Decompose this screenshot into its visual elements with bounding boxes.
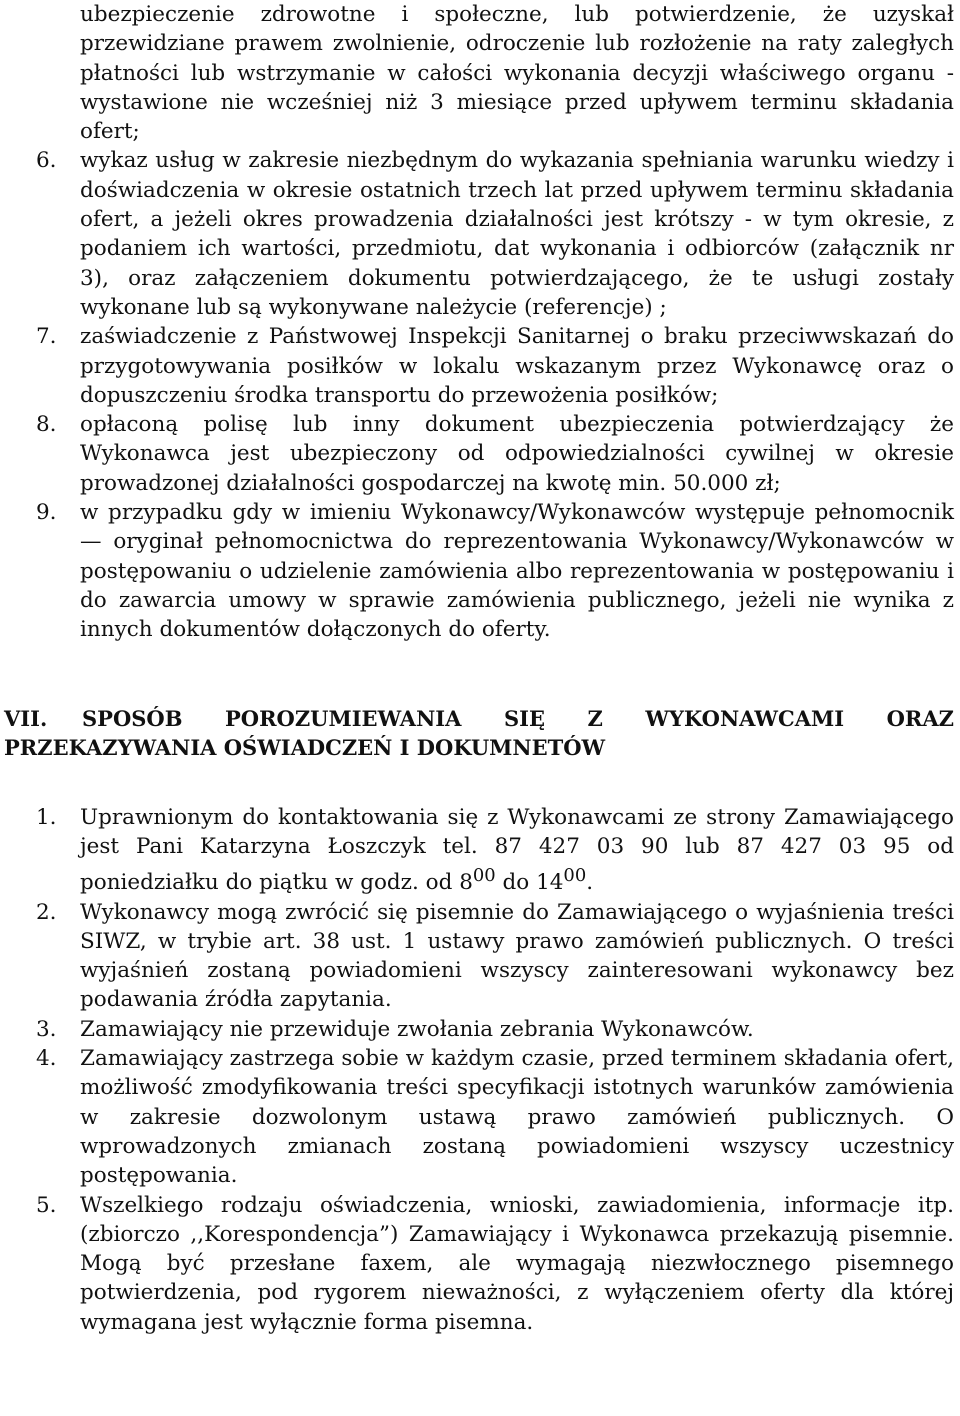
list-item-number: 4.	[36, 1046, 57, 1072]
list-item	[0, 410, 960, 498]
list-item	[0, 322, 960, 410]
list-item	[0, 1044, 960, 1190]
section-number: VII.	[4, 705, 48, 731]
list-item-text: opłaconą polisę lub inny dokument ubezpieczenia potwierdzający że Wykonawca jest ubezpieczony od odpowiedzialności cywilnej w okresie prowadzonej działalności gospodarczej na kwotę min. 50.000 zł;	[80, 412, 954, 496]
list-item-text: do 14	[495, 870, 564, 896]
list-item	[0, 498, 960, 644]
list-item-number: 9.	[36, 500, 57, 526]
list-item	[0, 898, 960, 1015]
list-item-text: wykaz usług w zakresie niezbędnym do wykazania spełniania warunku wiedzy i doświadczenia w okresie ostatnich trzech lat przed upływem terminu składania ofert, a jeżeli okres prowadzenia działalności jest krótszy - w tym okresie, z podaniem ich wartości, przedmiotu, dat wykonania i odbiorców (załącznik nr 3), oraz załączeniem dokumentu potwierdzającego, że te usługi zostały wykonane lub są wykonywane należycie (referencje) ;	[80, 148, 954, 320]
list-item-number: 7.	[36, 324, 57, 350]
list-item-text: Uprawnionym do kontaktowania się z Wykonawcami ze strony Zamawiającego jest Pani Katarzyna Łoszczyk tel. 87 427 03 90 lub 87 427 03 95 od poniedziałku do piątku w godz. od 8	[80, 804, 954, 896]
list-item	[0, 1191, 960, 1337]
list-item-number: 6.	[36, 148, 57, 174]
list-item	[0, 146, 960, 322]
list-item-text: Wszelkiego rodzaju oświadczenia, wnioski, zawiadomienia, informacje itp. (zbiorczo ,,Korespondencja”) Zamawiający i Wykonawca przekazują pisemnie. Mogą być przesłane faxem, ale wymagają niezwłocznego pisemnego potwierdzenia, pod rygorem nieważności, z wyłączeniem oferty dla której wymagana jest wyłącznie forma pisemna.	[80, 1192, 954, 1335]
list-item-text: Wykonawcy mogą zwrócić się pisemnie do Zamawiającego o wyjaśnienia treści SIWZ, w trybie art. 38 ust. 1 ustawy prawo zamówień publicznych. O treści wyjaśnień zostaną powiadomieni wszyscy zainteresowani wykonawcy bez podawania źródła zapytania.	[80, 899, 954, 1013]
list-item-number: 8.	[36, 412, 57, 438]
section-heading	[0, 704, 960, 763]
list-item-number: 3.	[36, 1016, 57, 1042]
communication-list	[0, 803, 960, 1338]
list-item-text: zaświadczenie z Państwowej Inspekcji Sanitarnej o braku przeciwwskazań do przygotowywania posiłków w lokalu wskazanym przez Wykonawcę oraz o dopuszczeniu środka transportu do przewożenia posiłków;	[80, 324, 954, 408]
list-item-continuation	[0, 0, 960, 146]
list-item-number: 2.	[36, 899, 57, 925]
list-item-number: 5.	[36, 1192, 57, 1218]
list-item-text: Zamawiający zastrzega sobie w każdym czasie, przed terminem składania ofert, możliwość zmodyfikowania treści specyfikacji istotnych warunków zamówienia w zakresie dozwolonym ustawą prawo zamówień publicznych. O wprowadzonych zmianach zostaną powiadomieni wszyscy uczestnicy postępowania.	[80, 1046, 954, 1189]
list-item	[0, 803, 960, 898]
hour-superscript: 00	[472, 865, 496, 887]
list-item-text: .	[586, 870, 594, 896]
list-item	[0, 1015, 960, 1044]
section-title: SPOSÓB POROZUMIEWANIA SIĘ Z WYKONAWCAMI ORAZ PRZEKAZYWANIA OŚWIADCZEŃ I DOKUMNETÓW	[4, 705, 954, 761]
hour-superscript: 00	[563, 865, 587, 887]
list-item-text: w przypadku gdy w imieniu Wykonawcy/Wykonawców występuje pełnomocnik — oryginał pełnomocnictwa do reprezentowania Wykonawcy/Wykonawców w postępowaniu o udzielenie zamówienia albo reprezentowania w postępowaniu i do zawarcia umowy w sprawie zamówienia publicznego, jeżeli nie wynika z innych dokumentów dołączonych do oferty.	[80, 500, 954, 643]
list-item-number: 1.	[36, 804, 57, 830]
requirements-list	[0, 0, 960, 645]
list-item-text: ubezpieczenie zdrowotne i społeczne, lub potwierdzenie, że uzyskał przewidziane prawem zwolnienie, odroczenie lub rozłożenie na raty zaległych płatności lub wstrzymanie w całości wykonania decyzji właściwego organu - wystawione nie wcześniej niż 3 miesiące przed upływem terminu składania ofert;	[80, 2, 954, 145]
list-item-text: Zamawiający nie przewiduje zwołania zebrania Wykonawców.	[80, 1016, 754, 1042]
